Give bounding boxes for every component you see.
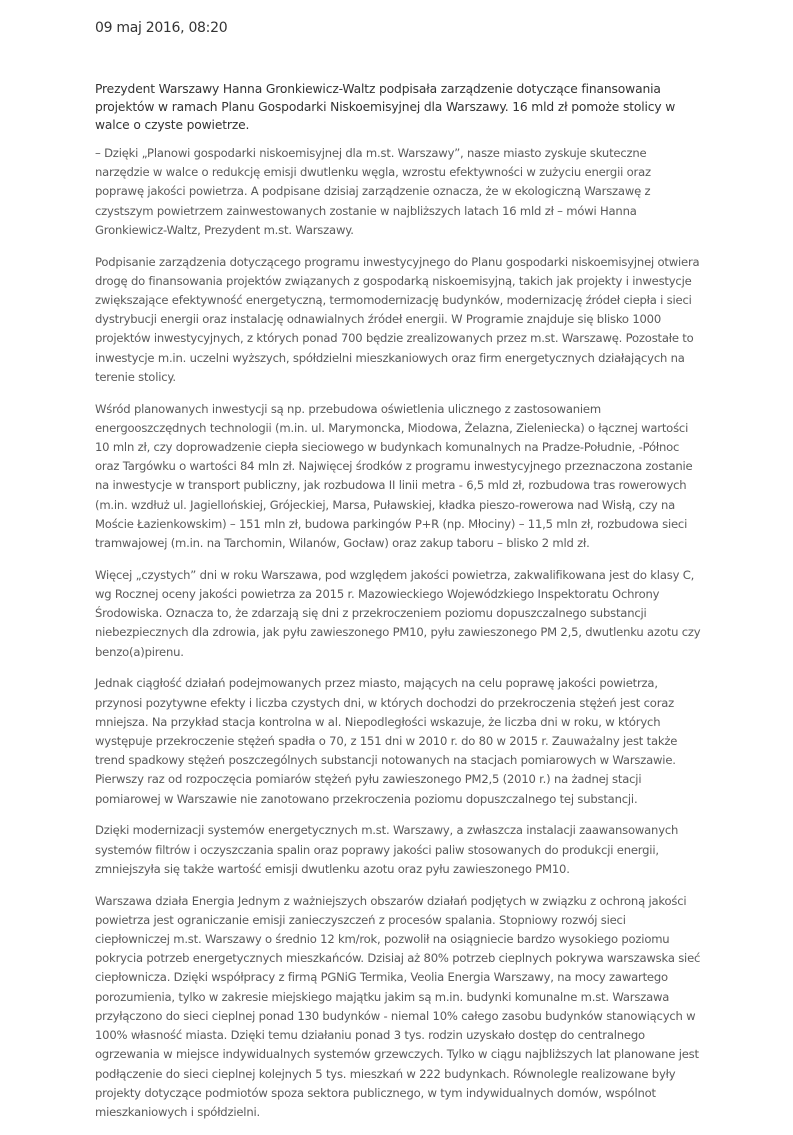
article-paragraph: Warszawa działa Energia Jednym z ważniejszych obszarów działań podjętych w związku z ochroną jakości powietrza jest ograniczanie emisji zanieczyszczeń z procesów spalania. Stopniowy rozwój sieci ciepłowniczej m.st. Warszawy o średnio 12 km/rok, pozwolił na osiągniecie bardzo wysokiego poziomu pokrycia potrzeb energetycznych mieszkańców. Dzisiaj aż 80% potrzeb cieplnych pokrywa warszawska sieć ciepłownicza. Dzięki współpracy z firmą PGNiG Termika, Veolia Energia Warszawy, na mocy zawartego porozumienia, tylko w zakresie miejskiego majątku jakim są m.in. budynki komunalne m.st. Warszawa przyłączono do sieci cieplnej ponad 130 budynków - niemal 10% całego zasobu budynków stanowiących w 100% własność miasta. Dzięki temu działaniu ponad 3 tys. rodzin uzyskało dostęp do centralnego ogrzewania w miejsce indywidualnych systemów grzewczych. Tylko w ciągu najbliższych lat planowane jest podłączenie do sieci cieplnej kolejnych 5 tys. mieszkań w 222 budynkach. Równolegle realizowane były projekty dotyczące podmiotów spoza sektora publicznego, w tym indywidualnych domów, wspólnot mieszkaniowych i spółdzielni. bbox=[95, 893, 701, 1119]
article-lead: Prezydent Warszawy Hanna Gronkiewicz-Waltz podpisała zarządzenie dotyczące finansowania projektów w ramach Planu Gospodarki Niskoemisyjnej dla Warszawy. 16 mld zł pomoże stolicy w walce o czyste powietrze. bbox=[95, 82, 676, 132]
publication-date: 09 maj 2016, 08:20 bbox=[95, 20, 228, 36]
article-paragraph: Wśród planowanych inwestycji są np. przebudowa oświetlenia ulicznego z zastosowaniem energooszczędnych technologii (m.in. ul. Marymoncka, Miodowa, Żelazna, Zieleniecka) o łącznej wartości 10 mln zł, czy doprowadzenie ciepła sieciowego w budynkach komunalnych na Pradze-Południe, -Północ oraz Targówku o wartości 84 mln zł. Najwięcej środków z programu inwestycyjnego przeznaczona zostanie na inwestycje w transport publiczny, jak rozbudowa II linii metra - 6,5 mld zł, rozbudowa tras rowerowych (m.in. wzdłuż ul. Jagiellońskiej, Grójeckiej, Marsa, Puławskiej, kładka pieszo-rowerowa nad Wisłą, czy na Moście Łazienkowskim) – 151 mln zł, budowa parkingów P+R (np. Młociny) – 11,5 mln zł, rozbudowa sieci tramwajowej (m.in. na Tarchomin, Wilanów, Gocław) oraz zakup taboru – blisko 2 mld zł. bbox=[95, 401, 693, 551]
article-paragraph: Dzięki modernizacji systemów energetycznych m.st. Warszawy, a zwłaszcza instalacji zaawansowanych systemów filtrów i oczyszczania spalin oraz poprawy jakości paliw stosowanych do produkcji energii, zmniejszyła się także wartość emisji dwutlenku azotu oraz pyłu zawieszonego PM10. bbox=[95, 823, 679, 876]
article-paragraph: Więcej „czystych” dni w roku Warszawa, pod względem jakości powietrza, zakwalifikowana jest do klasy C, wg Rocznej oceny jakości powietrza za 2015 r. Mazowieckiego Wojewódzkiego Inspektoratu Ochrony Środowiska. Oznacza to, że zdarzają się dni z przekroczeniem poziomu dopuszczalnego substancji niebezpiecznych dla zdrowia, jak pyłu zawieszonego PM10, pyłu zawieszonego PM 2,5, dwutlenku azotu czy benzo(a)pirenu. bbox=[95, 567, 701, 659]
article-body bbox=[95, 80, 701, 1135]
article-paragraph: Podpisanie zarządzenia dotyczącego programu inwestycyjnego do Planu gospodarki niskoemisyjnej otwiera drogę do finansowania projektów związanych z gospodarką niskoemisyjną, takich jak projekty i inwestycje zwiększające efektywność energetyczną, termomodernizację budynków, modernizację źródeł ciepła i sieci dystrybucji energii oraz instalację odnawialnych źródeł energii. W Programie znajduje się blisko 1000 projektów inwestycyjnych, z których ponad 700 będzie zrealizowanych przez m.st. Warszawę. Pozostałe to inwestycje m.in. uczelni wyższych, spółdzielni mieszkaniowych oraz firm energetycznych działających na terenie stolicy. bbox=[95, 254, 700, 384]
article-paragraph: – Dzięki „Planowi gospodarki niskoemisyjnej dla m.st. Warszawy”, nasze miasto zyskuje skuteczne narzędzie w walce o redukcję emisji dwutlenku węgla, wzrostu efektywności w zużyciu energii oraz poprawę jakości powietrza. A podpisane dzisiaj zarządzenie oznacza, że w ekologiczną Warszawę z czystszym powietrzem zainwestowanych zostanie w najbliższych latach 16 mld zł – mówi Hanna Gronkiewicz-Waltz, Prezydent m.st. Warszawy. bbox=[95, 146, 651, 237]
article-paragraph: Jednak ciągłość działań podejmowanych przez miasto, mających na celu poprawę jakości powietrza, przynosi pozytywne efekty i liczba czystych dni, w których dochodzi do przekroczenia stężeń jest coraz mniejsza. Na przykład stacja kontrolna w al. Niepodległości wskazuje, że liczba dni w roku, w których występuje przekroczenie stężeń spadła o 70, z 151 dni w 2010 r. do 80 w 2015 r. Zauważalny jest także trend spadkowy stężeń poszczególnych substancji notowanych na stacjach pomiarowych w Warszawie. Pierwszy raz od rozpoczęcia pomiarów stężeń pyłu zawieszonego PM2,5 (2010 r.) na żadnej stacji pomiarowej w Warszawie nie zanotowano przekroczenia poziomu dopuszczalnego tej substancji. bbox=[95, 676, 678, 806]
